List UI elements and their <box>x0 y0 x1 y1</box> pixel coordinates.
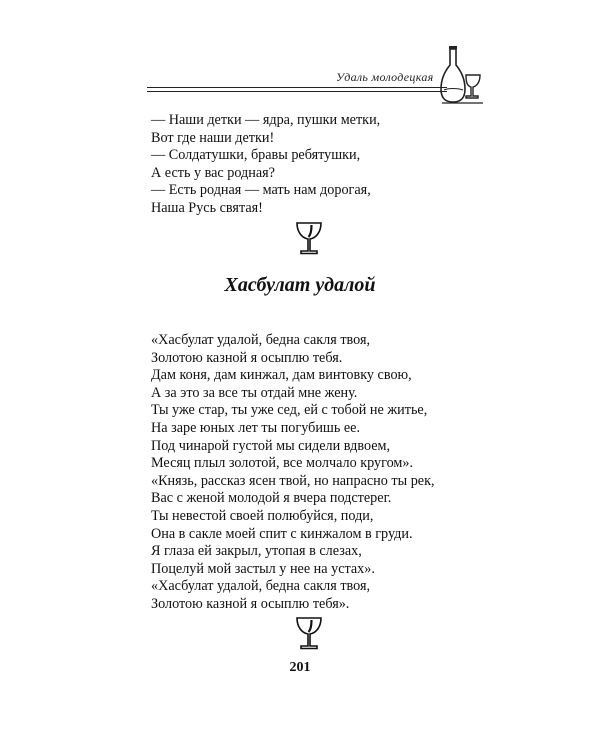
verse-line: «Хасбулат удалой, бедна сакля твоя, <box>151 578 371 595</box>
page-number: 201 <box>289 660 311 675</box>
verse-line: — Есть родная — мать нам дорогая, <box>151 182 371 199</box>
verse-line: Поцелуй мой застыл у нее на устах». <box>151 560 375 577</box>
verse-line: Под чинарой густой мы сидели вдвоем, <box>151 437 391 454</box>
verse-line: «Князь, рассказ ясен твой, но напрасно ты рек, <box>151 472 435 489</box>
verse-line: «Хасбулат удалой, бедна сакля твоя, <box>151 332 371 348</box>
verse-line: Месяц плыл золотой, все молчало кругом». <box>151 455 414 472</box>
verse-line: Вас с женой молодой я вчера подстерег. <box>151 490 392 507</box>
stanza-2 <box>151 332 435 614</box>
verse-line: Золотою казной я осыплю тебя». <box>151 595 350 612</box>
song-title: Хасбулат удалой <box>224 274 376 296</box>
verse-line: А за это за все ты отдай мне жену. <box>151 384 358 401</box>
verse-line: А есть у вас родная? <box>151 164 275 181</box>
verse-line: Она в сакле моей спит с кинжалом в груди. <box>151 525 413 542</box>
verse-line: — Наши детки — ядра, пушки метки, <box>151 112 381 128</box>
verse-line: Ты невестой своей полюбуйся, поди, <box>151 507 374 524</box>
header-rule-thin <box>147 91 447 92</box>
verse-line: Дам коня, дам кинжал, дам винтовку свою, <box>151 367 412 384</box>
wine-glass-icon <box>294 615 324 653</box>
verse-line: Золотою казной я осыплю тебя. <box>151 349 343 366</box>
verse-line: Вот где наши детки! <box>151 129 275 146</box>
wine-glass-icon <box>294 220 324 258</box>
verse-line: Я глаза ей закрыл, утопая в слезах, <box>151 543 362 560</box>
verse-line: На заре юных лет ты погубишь ее. <box>151 419 361 436</box>
running-head: Удаль молодецкая <box>336 70 434 84</box>
header-rule <box>147 87 447 88</box>
stanza-1 <box>151 112 380 218</box>
verse-line: — Солдатушки, бравы ребятушки, <box>151 147 361 164</box>
decanter-and-glass-icon <box>440 45 485 107</box>
verse-line: Ты уже стар, ты уже сед, ей с тобой не житье, <box>151 402 428 419</box>
verse-line: Наша Русь святая! <box>151 199 263 216</box>
